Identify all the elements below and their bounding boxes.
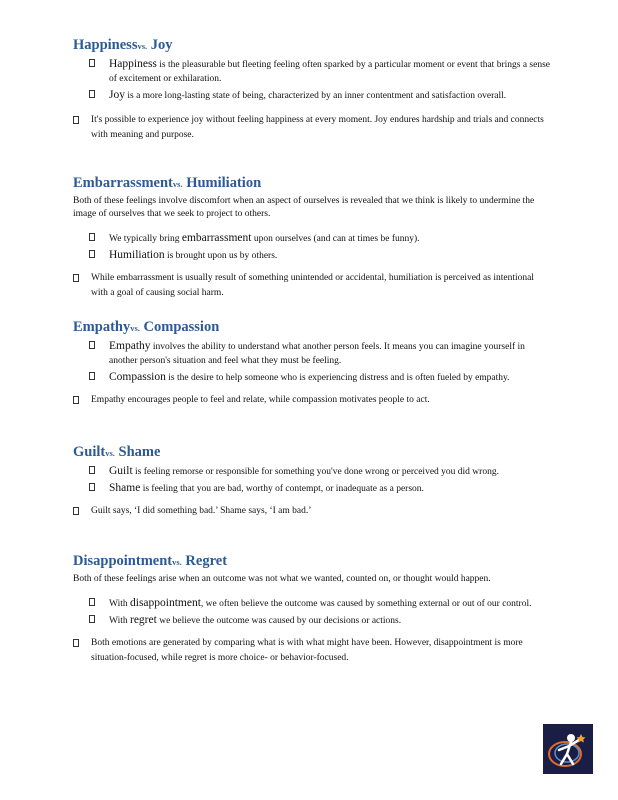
section-heading (73, 174, 553, 193)
definition: is brought upon us by others. (164, 251, 278, 261)
definition-prefix: With (109, 599, 130, 609)
bullet-icon (89, 341, 95, 349)
list-item (73, 57, 553, 86)
heading-vs: vs. (172, 557, 182, 567)
bullet-icon (89, 59, 95, 67)
bullet-icon (73, 116, 79, 124)
heading-term-1: Disappointment (73, 553, 173, 569)
section-embarrassment-humiliation (73, 174, 553, 301)
note-text: Both emotions are generated by comparing what is with what might have been. However, disappointment is more situation-focused, while regret is more choice- or behavior-focused. (91, 638, 523, 663)
bullet-list (73, 57, 553, 103)
list-item (73, 596, 553, 611)
section-empathy-compassion (73, 318, 553, 408)
heading-vs: vs. (137, 41, 148, 51)
term: Empathy (109, 340, 151, 352)
bullet-icon (89, 466, 95, 474)
heading-term-1: Empathy (73, 319, 131, 335)
definition: is the pleasurable but fleeting feeling often sparked by a particular moment or event that brings a sense of excitement or exhilaration. (109, 60, 550, 84)
bullet-icon (89, 250, 95, 258)
section-heading (73, 443, 553, 462)
summary-note (73, 271, 553, 301)
summary-note (73, 504, 553, 519)
definition: is a more long-lasting state of being, characterized by an inner contentment and satisfaction overall. (124, 91, 507, 101)
term: Happiness (109, 58, 157, 70)
list-item (73, 613, 553, 628)
list-item (73, 248, 553, 263)
definition: is the desire to help someone who is experiencing distress and is often fueled by empathy. (165, 373, 510, 383)
bullet-icon (89, 615, 95, 623)
list-item (73, 464, 553, 479)
intro-text: Both of these feelings involve discomfort when an aspect of ourselves is revealed that we think is likely to undermine the image of ourselves that we seek to project to others. (73, 196, 535, 219)
section-heading (73, 318, 553, 337)
logo-icon (543, 724, 593, 774)
bullet-icon (73, 396, 79, 404)
heading-term-1: Embarrassment (73, 175, 173, 191)
heading-term-1: Happiness (73, 37, 138, 53)
bullet-icon (73, 507, 79, 515)
heading-term-1: Guilt (73, 444, 106, 460)
section-heading (73, 552, 553, 571)
definition: is feeling that you are bad, worthy of contempt, or inadequate as a person. (140, 484, 424, 494)
heading-term-2: Humiliation (186, 175, 262, 191)
term: Guilt (109, 465, 133, 477)
definition: involves the ability to understand what another person feels. It means you can imagine yourself in another person's situation and feel what they must be feeling. (109, 342, 525, 366)
note-text: While embarrassment is usually result of something unintended or accidental, humiliation is perceived as intentional with a goal of causing social harm. (91, 273, 534, 298)
heading-term-2: Compassion (143, 319, 220, 335)
definition: we believe the outcome was caused by our decisions or actions. (156, 616, 402, 626)
bullet-icon (89, 90, 95, 98)
note-text: It's possible to experience joy without feeling happiness at every moment. Joy endures hardship and trials and connects with meaning and purpose. (91, 115, 544, 140)
heading-term-2: Joy (150, 37, 173, 53)
note-text: Guilt says, ‘I did something bad.’ Shame says, ‘I am bad.’ (91, 506, 312, 516)
term: Compassion (109, 371, 166, 383)
heading-vs: vs. (172, 179, 183, 189)
bullet-icon (89, 598, 95, 606)
definition-prefix: We typically bring (109, 234, 182, 244)
bullet-list (73, 231, 553, 263)
term: regret (130, 614, 157, 626)
bullet-icon (73, 639, 79, 647)
section-heading (73, 36, 553, 55)
summary-note (73, 636, 553, 666)
definition-prefix: With (109, 616, 130, 626)
term: Shame (109, 482, 141, 494)
heading-term-2: Shame (118, 444, 161, 460)
logo-graphic-icon (543, 724, 593, 774)
list-item (73, 481, 553, 496)
heading-vs: vs. (105, 448, 115, 458)
summary-note (73, 113, 553, 143)
definition: upon ourselves (and can at times be funny). (251, 234, 420, 244)
list-item (73, 231, 553, 246)
list-item (73, 370, 553, 385)
list-item (73, 339, 553, 368)
bullet-list (73, 339, 553, 385)
bullet-list (73, 464, 553, 496)
section-guilt-shame (73, 443, 553, 519)
intro-text: Both of these feelings arise when an outcome was not what we wanted, counted on, or thought would happen. (73, 574, 491, 584)
definition: , we often believe the outcome was caused by something external or out of our control. (200, 599, 532, 609)
bullet-icon (73, 274, 79, 282)
term: disappointment (130, 597, 201, 609)
heading-term-2: Regret (185, 553, 228, 569)
bullet-list (73, 596, 553, 628)
bullet-icon (89, 372, 95, 380)
term: embarrassment (181, 232, 252, 244)
bullet-icon (89, 233, 95, 241)
section-disappointment-regret (73, 552, 553, 666)
summary-note (73, 393, 553, 408)
note-text: Empathy encourages people to feel and relate, while compassion motivates people to act. (91, 395, 430, 405)
term: Joy (109, 89, 125, 101)
list-item (73, 88, 553, 103)
term: Humiliation (109, 249, 165, 261)
definition: is feeling remorse or responsible for something you've done wrong or perceived you did wrong. (132, 467, 499, 477)
section-happiness-joy (73, 36, 553, 143)
bullet-icon (89, 483, 95, 491)
heading-vs: vs. (130, 323, 140, 333)
